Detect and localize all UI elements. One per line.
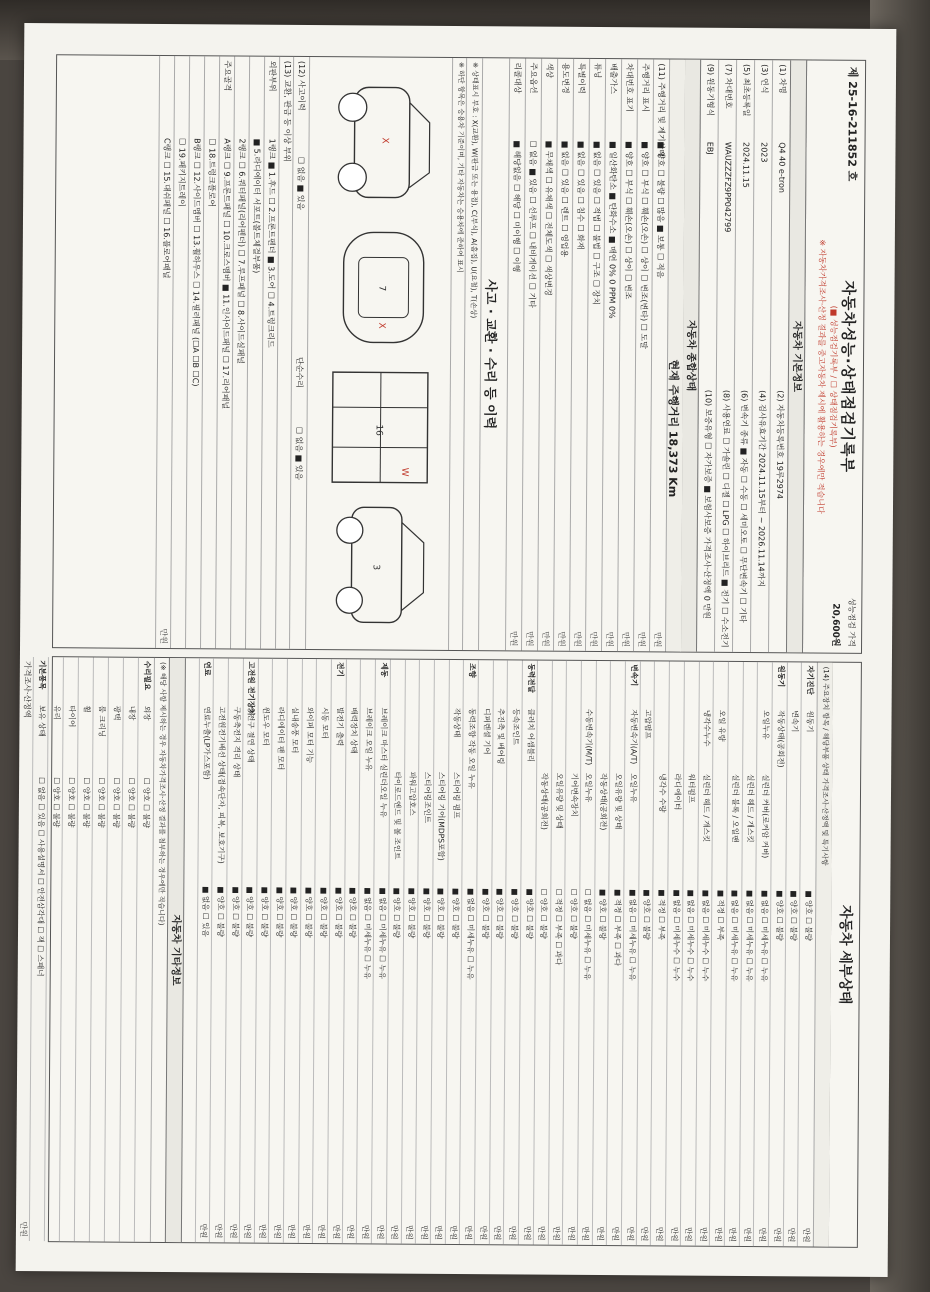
etc-info-note: (※ 해당 사항 제시하는 경우 자동차가격조사·산정 결과를 첨부하는 경우에만 적습니다)	[157, 661, 167, 926]
accident-value: ☐ 없음 ■ 있음	[296, 156, 306, 211]
outer-rank1: 1랭크 ■ 1.후드 ☐ 2.프론트펜더 ■ 3.도어 ☐ 4.트렁크리드	[266, 138, 277, 348]
detail-item: 작동상태(공회전)	[775, 710, 786, 768]
detail-price-unit: 만원	[537, 1225, 547, 1241]
detail-part: 스티어링조인트	[422, 771, 432, 824]
detail-part: 스티어링 펌프	[452, 771, 462, 819]
right-page	[18, 656, 862, 1248]
state-value: ■ 없음 ☐ 있음 ☐ 적법 ☐ 불법 ☐ 구조 ☐ 장치	[591, 140, 602, 306]
state-value: ■ 없음 ☐ 있음 ☐ 침수 ☐ 화재	[575, 140, 586, 250]
detail-item: 디퍼렌셜 기어	[481, 708, 492, 755]
etc-item: 휠	[82, 705, 92, 713]
basic-info-label: (7) 차대번호	[723, 63, 734, 109]
state-label: 배출가스	[608, 63, 619, 95]
fee-value: 20,600원	[830, 603, 841, 647]
repair-history-heading: 사고 · 교환 · 수리 등 이력	[481, 279, 498, 430]
car-diagram-strip	[311, 77, 445, 628]
svg-text:16: 16	[373, 424, 384, 436]
detail-status: ■ 양호 ☐ 불량	[333, 887, 343, 938]
detail-part: 실린더 커버(로커암 커버)	[760, 774, 771, 859]
detail-part: 오일누유	[584, 772, 594, 803]
rotated-document-content	[18, 40, 880, 1260]
detail-price-unit: 만원	[772, 1227, 782, 1243]
detail-price-unit: 만원	[331, 1224, 341, 1240]
etc-status: ☐ 양호 ☐ 불량	[81, 777, 92, 828]
detail-price-unit: 만원	[684, 1226, 694, 1242]
detail-group: 연료	[203, 661, 213, 676]
detail-status: ■ 없음 ☐ 미세누유 ☐ 누유	[362, 887, 373, 979]
state-label: 리콜대상	[512, 62, 523, 94]
detail-item: 고압펌프	[643, 709, 653, 739]
detail-status: ■ 양호 ☐ 불량	[407, 887, 417, 939]
detail-status: ■ 양호 ☐ 불량	[451, 887, 461, 939]
basic-info-value-2: (2) 자동차등록번호 19루2974	[775, 390, 785, 500]
state-price-unit: 만원	[509, 630, 519, 647]
detail-status: ■ 적정 ☐ 부족	[715, 889, 726, 941]
basic-info-label: (5) 최초등록일	[741, 63, 752, 117]
detail-group: 전기	[335, 662, 345, 677]
detail-status: ■ 양호 ☐ 불량	[480, 888, 490, 939]
detail-state-columns: (14) 주요장치 항목 / 해당부품 상태 가격조사·산정액 및 특기사항	[820, 666, 830, 866]
detail-item: 실내송풍 모터	[290, 706, 301, 754]
detail-group: 변속기	[629, 664, 639, 687]
price-total-label: 가격조사·산정액	[22, 660, 32, 718]
frame-rank-a: A랭크 ☐ 9.프론트패널 ☐ 10.크로스멤버 ■ 11.인사이드패널 ☐ 17.리어패널	[220, 138, 232, 410]
detail-item: 충전구 절연 상태	[246, 706, 257, 763]
detail-part: 실린더 헤드 / 개스킷	[745, 774, 756, 843]
detail-item: 라디에이터 팬 모터	[275, 706, 286, 771]
detail-price-unit: 만원	[507, 1225, 517, 1241]
detail-price-unit: 만원	[743, 1227, 753, 1243]
detail-status: ■ 양호 ☐ 불량	[215, 886, 226, 937]
detail-item: 브레이크 마스터 실린더오일 누유	[378, 707, 389, 818]
accident-label: (12) 사고이력	[296, 60, 307, 111]
detail-status: ■ 없음 ☐ 미세누유 ☐ 누유	[627, 889, 637, 981]
outer-panel-label: 외판부위	[267, 60, 278, 92]
etc-status: ☐ 양호 ☐ 불량	[141, 777, 152, 829]
detail-status: ■ 양호 ☐ 불량	[348, 887, 358, 938]
detail-part: 실린더 헤드 / 개스킷	[701, 773, 712, 843]
detail-price-unit: 만원	[610, 1226, 620, 1242]
detail-status: ☐ 양호 ☐ 불량	[568, 888, 579, 940]
etc-item: 타이어	[67, 705, 77, 728]
detail-group: 조향	[467, 663, 477, 678]
etc-status: ☐ 양호 ☐ 불량	[66, 777, 77, 828]
detail-price-unit: 만원	[346, 1224, 356, 1240]
etc-item: 유리	[52, 705, 62, 720]
detail-price-unit: 만원	[257, 1223, 268, 1239]
repair-legend-note: ※ 상태표시 부호 : X(교환), W(판금 또는 용접), C(부식), A(흠집), U(요철), T(손상)	[469, 62, 480, 319]
state-label: 튜닝	[592, 62, 603, 79]
state-value: ☐ 없음 ■ 있음 ☐ 선루프 ☐ 내비게이션 ☐ 기타	[527, 140, 538, 308]
detail-part: 스티어링 기어(MDPS포함)	[437, 771, 447, 861]
etc-status: ☐ 양호 ☐ 불량	[111, 777, 122, 828]
detail-part: 라디에이터	[672, 773, 682, 811]
basic-info-value-2: (8) 사용연료 ☐ 가솔린 ☐ 디젤 ☐ LPG ☐ 하이브리드 ■ 전기 ☐ 수소전기	[720, 389, 731, 648]
car-rear-side-diagram	[336, 507, 424, 623]
detail-item: 원동기	[805, 710, 815, 733]
detail-price-unit: 만원	[625, 1226, 635, 1242]
basic-info-value-2: (4) 검사유효기간 2024.11.15부터 ~ 2026.11.14까지	[756, 390, 767, 588]
detail-state-title: 자동차 세부상태	[828, 663, 861, 1247]
price-total-unit: 만원	[18, 1221, 28, 1238]
detail-status: ■ 없음 ☐ 미세누수 ☐ 누수	[700, 889, 711, 982]
detail-price-unit: 만원	[434, 1225, 444, 1240]
frame-label: 주요골격	[222, 60, 233, 92]
detail-status: ■ 적정 ☐ 부족 ☐ 과다	[612, 889, 623, 967]
detail-item: 동력조향 작동 오일 누유	[466, 708, 477, 789]
detail-part: 오일누유	[628, 773, 638, 803]
detail-status: ■ 양호 ☐ 불량	[642, 889, 652, 940]
detail-status: ☐ 양호 ☐ 불량	[539, 888, 549, 939]
detail-price-unit: 만원	[478, 1225, 488, 1241]
etc-group: 수리필요	[142, 660, 152, 691]
outer-rank2: 2랭크 ☐ 6.쿼터패널(리어펜더) ☐ 7.루프패널 ☐ 8.사이드실패널	[235, 138, 247, 365]
detail-price-unit: 만원	[228, 1223, 238, 1239]
detail-item: 오일 유량	[717, 709, 727, 742]
detail-item: 작동상태	[452, 707, 462, 738]
detail-item: 연료누출(LP가스포함)	[202, 706, 212, 780]
detail-price-unit: 만원	[375, 1224, 385, 1240]
detail-item: 자동변속기(A/T)	[628, 709, 639, 765]
detail-part: 냉각수 수량	[657, 773, 668, 813]
car-underbody-diagram	[332, 372, 428, 483]
etc-item: 내장	[127, 705, 137, 721]
detail-price-unit: 만원	[713, 1227, 723, 1242]
simple-repair-value: ☐ 없음 ■ 있음	[294, 426, 304, 481]
basic-info-value-2: (6) 변속기 종류 ■ 자동 ☐ 수동 ☐ 세미오토 ☐ 무단변속기 ☐ 기타	[738, 389, 749, 623]
detail-price-unit: 만원	[243, 1223, 253, 1239]
detail-part: 작동상태(공회전)	[540, 772, 550, 830]
detail-status: ■ 양호 ☐ 불량	[421, 887, 432, 939]
detail-price-unit: 만원	[360, 1224, 370, 1240]
svg-text:X: X	[379, 137, 390, 144]
etc-item: 보유 상태	[37, 705, 47, 737]
detail-price-unit: 만원	[787, 1227, 797, 1243]
detail-status: ■ 양호 ☐ 불량	[274, 886, 285, 938]
detail-item: 오일누유	[761, 710, 771, 740]
svg-text:X: X	[376, 322, 387, 329]
etc-group: 기본품목	[37, 660, 47, 690]
detail-price-unit: 만원	[551, 1226, 562, 1241]
document-subtitle: (■ 성능점검기록부 / ☐ 상태점검기록부)	[828, 305, 839, 448]
state-price-unit: 만원	[573, 631, 583, 647]
detail-part: 기어변속장치	[569, 772, 579, 817]
current-mileage: 현재 주행거리 18,373 Km	[666, 359, 681, 498]
detail-price-unit: 만원	[493, 1225, 503, 1241]
basic-info-label: (3) 연식	[759, 64, 770, 94]
svg-text:7: 7	[376, 285, 387, 292]
overall-state-heading: 자동차 종합상태	[680, 60, 701, 652]
basic-info-label: (1) 차명	[777, 64, 788, 94]
detail-item: 시동 모터	[320, 707, 330, 739]
detail-status: ■ 양호 ☐ 불량	[436, 887, 446, 939]
svg-text:3: 3	[370, 564, 381, 571]
repair-standard-note: ※ 하단 항목은 승용차 기준이며, 기타 자동차는 승용차에 준하여 표시	[455, 61, 466, 273]
etc-item: 룸 크리닝	[97, 705, 107, 738]
document-title: 자동차성능·상태점검기록부	[838, 280, 858, 474]
car-front-side-diagram	[338, 87, 430, 198]
detail-status: ■ 양호 ☐ 불량	[260, 886, 270, 938]
state-value: ■ 양호 ☐ 부식 ☐ 훼손(오손) ☐ 상이 ☐ 변조(변타) ☐ 도말	[639, 141, 650, 349]
basic-info-value: Q4 40 e-tron	[777, 142, 787, 193]
detail-price-unit: 만원	[596, 1226, 606, 1242]
detail-price-unit: 만원	[698, 1227, 709, 1242]
state-value: ■ 일산화탄소 ■ 탄화수소 ■ 매연 0% 0 PPM 0%	[607, 141, 618, 319]
parts-heading: (13) 교환, 판금 등 이상 부위	[282, 60, 293, 163]
detail-status: ■ 없음 ☐ 미세누수 ☐ 누수	[686, 889, 696, 982]
detail-price-unit: 만원	[522, 1225, 532, 1241]
detail-part: 작동상태(공회전)	[598, 773, 609, 831]
detail-status: ■ 없음 ☐ 미세누유 ☐ 누유	[377, 887, 388, 980]
detail-item: 브레이크 오일 누유	[364, 707, 374, 771]
detail-status: ■ 양호 ☐ 불량	[230, 886, 241, 938]
detail-price-unit: 만원	[463, 1225, 473, 1241]
state-price-unit: 만원	[653, 631, 663, 648]
state-value: ■ 해당없음 ☐ 해당 ☐ 미이행 ☐ 이행	[511, 140, 522, 273]
fee-label: 성능점검 가격	[847, 597, 857, 647]
car-top-diagram	[343, 232, 424, 343]
state-label: (11) 주행거리 및 계기상태	[656, 63, 667, 158]
detail-status: ■ 양호 ☐ 불량	[803, 890, 814, 942]
detail-price-unit: 만원	[640, 1226, 650, 1242]
state-label: 색상	[544, 62, 555, 79]
state-label: 주행거리 표시	[640, 63, 651, 113]
simple-repair-label: 단순수리	[294, 356, 305, 388]
frame-rank-b: B랭크 ☐ 12.사이드멤버 ☐ 13.휠하우스 ☐ 14.필러패널 (☐A ☐B ☐C)	[190, 138, 202, 387]
detail-item: 변속기	[790, 710, 800, 733]
detail-price-unit: 만원	[302, 1224, 312, 1240]
detail-price-unit: 만원	[654, 1226, 664, 1242]
etc-item: 외장	[142, 705, 152, 721]
detail-price-unit: 만원	[757, 1227, 767, 1243]
document-header	[802, 60, 865, 652]
detail-part: 실린더 블록 / 오일팬	[731, 773, 741, 843]
detail-item: 등속조인트	[511, 708, 521, 746]
detail-group: 제동	[379, 662, 389, 678]
detail-status: ■ 양호 ☐ 불량	[495, 888, 505, 939]
detail-item: 발전기 출력	[334, 707, 345, 747]
detail-item: 배력장치 상태	[349, 707, 359, 754]
state-price-unit: 만원	[557, 631, 567, 647]
document-number: 제 25-16-211852 호	[845, 66, 860, 182]
detail-price-unit: 만원	[449, 1225, 459, 1241]
state-value: ■ 양호 ☐ 부식 ☐ 훼손(오손) ☐ 상이 ☐ 변조	[623, 141, 634, 300]
state-value: ■ 없음 ☐ 있음 ☐ 렌트 ☐ 영업용	[559, 140, 570, 258]
detail-part: 타이로드엔드 및 볼 조인트	[392, 771, 403, 860]
basic-info-heading: 자동차 기본정보	[786, 60, 807, 652]
detail-status: ■ 양호 ☐ 불량	[509, 888, 520, 940]
detail-item: 와이퍼 모터 기능	[305, 706, 315, 764]
detail-group: 원동기	[776, 665, 786, 688]
detail-group: 고전원 전기장치	[246, 661, 257, 716]
state-value: ■ 양호 ☐ 불량 ☐ 많음 ■ 보통 ☐ 적음	[655, 141, 666, 279]
state-price-unit: 만원	[589, 631, 599, 647]
state-label: 주요옵션	[528, 62, 539, 94]
detail-price-unit: 만원	[801, 1227, 811, 1243]
detail-part: 파워고압호스	[407, 771, 418, 816]
basic-info-value: EBJ	[705, 141, 715, 155]
detail-price-unit: 만원	[669, 1226, 679, 1242]
etc-status: ☐ 양호 ☐ 불량	[96, 777, 107, 828]
detail-status: ■ 없음 ☐ 미세누수 ☐ 누수	[671, 889, 682, 982]
etc-status: ☐ 양호 ☐ 불량	[51, 777, 62, 828]
detail-price-unit: 만원	[272, 1224, 282, 1239]
detail-item: 구동축전지 격리 상태	[231, 706, 242, 778]
detail-price-unit: 만원	[390, 1224, 400, 1240]
detail-status: ■ 없음 ☐ 미세누유 ☐ 누유	[759, 890, 770, 982]
etc-info-heading: 자동차 기타정보	[165, 658, 186, 1242]
detail-status: ■ 양호 ☐ 불량	[318, 887, 329, 938]
basic-info-value: 2024.11.15	[741, 141, 751, 188]
detail-status: ■ 양호 ☐ 불량	[524, 888, 535, 940]
state-price-unit: 만원	[605, 631, 615, 648]
detail-item: 냉각수누수	[702, 709, 712, 747]
detail-item: 클러치 어셈블리	[525, 708, 536, 763]
state-label: 용도변경	[560, 62, 571, 94]
frame-price-unit: 만원	[159, 628, 169, 644]
detail-price-unit: 만원	[581, 1226, 591, 1241]
detail-price-unit: 만원	[213, 1223, 223, 1239]
detail-part: 워터펌프	[687, 773, 697, 804]
detail-item: 고전원전기배선 상태(접속단자, 피복, 보호기구)	[216, 706, 227, 864]
etc-status: ☐ 없음 ☐ 있음 ☐ 사용설명서 ☐ 안전삼각대 ☐ 잭 ☐ 스패너	[35, 777, 47, 977]
detail-item: 윈도우 모터	[261, 706, 271, 746]
frame-rank-b2: ☐ 19.패키지트레이	[177, 138, 187, 207]
frame-rank-c: C랭크 ☐ 15.대쉬패널 ☐ 16.플로어패널	[161, 137, 172, 279]
detail-item: 수동변속기(M/T)	[584, 708, 595, 766]
detail-status: ■ 양호 ☐ 불량	[245, 886, 255, 938]
detail-group: 동력전달	[526, 663, 536, 693]
basic-info-label: (9) 원동기형식	[705, 63, 716, 117]
detail-price-unit: 만원	[419, 1225, 429, 1240]
document-notice: ※ 자동차가격조사·산정 결과를 중고자동차 제시에 활용하는 경우에만 적습니다	[815, 239, 827, 514]
left-page	[52, 54, 866, 654]
basic-info-value: 2023	[759, 142, 769, 163]
inspection-document-paper	[16, 23, 897, 1277]
detail-status: ■ 없음 ☐ 미세누유 ☐ 누유	[730, 889, 740, 982]
detail-status: ■ 양호 ☐ 불량	[789, 890, 799, 941]
detail-item: 추진축 및 베어링	[496, 708, 506, 765]
detail-part: 오일유량 및 상태	[554, 772, 565, 829]
detail-price-unit: 만원	[728, 1227, 738, 1242]
detail-status: ■ 없음 ☐ 미세누유 ☐ 누유	[465, 888, 476, 980]
detail-status: ■ 양호 ☐ 불량	[598, 889, 608, 940]
basic-info-value-2: (10) 보증유형 ☐ 자가보증 ■ 보험사보증 가격조사·산정액 0 만원	[702, 389, 713, 619]
detail-status: ■ 양호 ☐ 불량	[304, 886, 314, 938]
detail-group: 자기진단	[805, 665, 815, 695]
detail-price-unit: 만원	[199, 1223, 209, 1239]
detail-price-unit: 만원	[404, 1224, 415, 1240]
outer-rank1b: ■ 5.라디에이터 서포트(볼트체결부품)	[251, 138, 262, 274]
detail-status: ■ 양호 ☐ 불량	[289, 886, 299, 938]
etc-status: ☐ 양호 ☐ 불량	[126, 777, 137, 828]
detail-status: ☐ 적정 ☐ 부족 ☐ 과다	[553, 888, 564, 966]
detail-status: ■ 양호 ☐ 불량	[774, 890, 784, 941]
detail-price-unit: 만원	[316, 1224, 326, 1240]
detail-status: ■ 없음 ☐ 있음	[201, 886, 211, 937]
detail-part: 오일유량 및 상태	[613, 773, 624, 830]
detail-status: ■ 없음 ☐ 미세누유 ☐ 누유	[744, 890, 755, 982]
svg-text:W: W	[399, 467, 410, 477]
state-value: ■ 무채색 ☐ 유채색 ☐ 전체도색 ☐ 색상변경	[543, 140, 554, 296]
state-price-unit: 만원	[637, 631, 647, 648]
detail-price-unit: 만원	[287, 1224, 297, 1239]
state-price-unit: 만원	[525, 631, 535, 647]
detail-price-unit: 만원	[566, 1226, 576, 1241]
state-label: 차대번호 표기	[624, 63, 635, 113]
frame-rank-a2: ☐ 18.트렁크플로어	[207, 138, 217, 208]
basic-info-value: WAUZZZFZ9PP042799	[722, 141, 733, 233]
state-label: 특별이력	[576, 62, 587, 94]
state-price-unit: 만원	[541, 631, 551, 647]
detail-status: ☐ 없음 ☐ 미세누유 ☐ 누유	[583, 888, 593, 981]
etc-item: 광택	[112, 705, 122, 721]
detail-status: ■ 양호 ☐ 불량	[392, 887, 402, 939]
detail-status: ■ 적정 ☐ 부족	[656, 889, 667, 941]
state-price-unit: 만원	[621, 631, 631, 648]
